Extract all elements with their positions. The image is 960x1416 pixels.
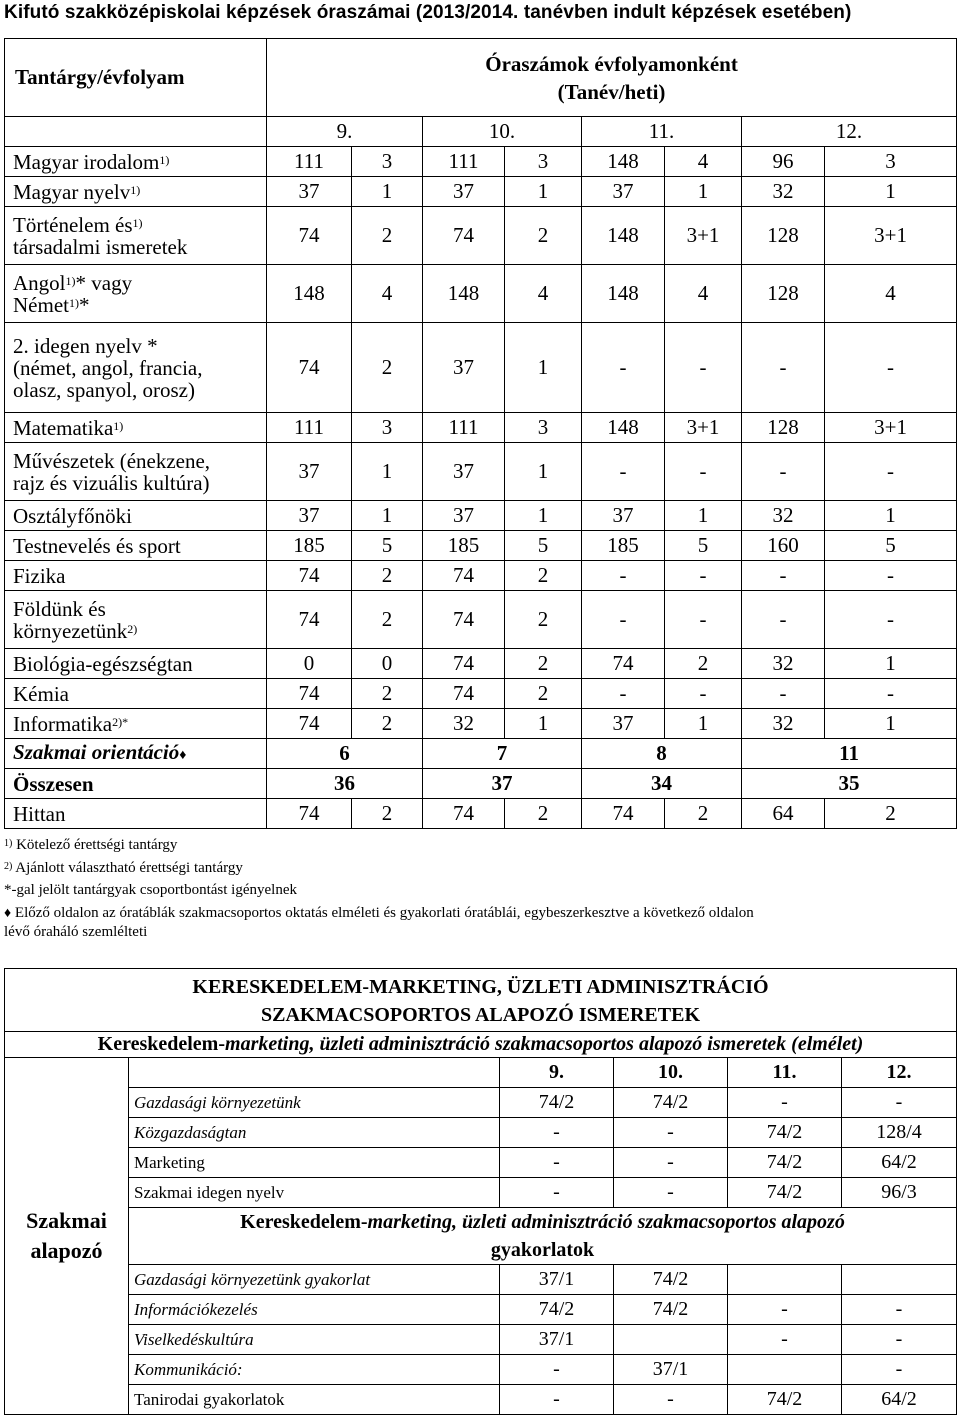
table-cell: 1: [505, 709, 582, 739]
subject-name: Informatika$^{2)*}$: [5, 709, 267, 739]
table-cell: 0: [352, 649, 423, 679]
subject-name: Kommunikáció:: [129, 1355, 500, 1385]
table-cell: 4: [665, 265, 742, 323]
table-cell: 1: [665, 709, 742, 739]
footnote-3: *-gal jelölt tantárgyak csoportbontást igényelnek: [4, 882, 297, 898]
table-row: [5, 1118, 957, 1148]
table-cell: 37: [423, 443, 505, 501]
table-cell: 64/2: [842, 1148, 957, 1178]
table-row: [5, 413, 957, 443]
table-cell: 11: [742, 739, 957, 769]
table-cell: -: [500, 1355, 614, 1385]
table-cell: 96/3: [842, 1178, 957, 1208]
table-cell: 2: [505, 591, 582, 649]
subject-name: Viselkedéskultúra: [129, 1325, 500, 1355]
side-label: Szakmai alapozó: [5, 1058, 129, 1415]
table-cell: 4: [505, 265, 582, 323]
table-cell: 6: [267, 739, 423, 769]
subject-name: Információkezelés: [129, 1295, 500, 1325]
grade-10: 10.: [423, 117, 582, 147]
table-cell: 37: [423, 177, 505, 207]
table-cell: -: [665, 679, 742, 709]
table-cell: [614, 1325, 728, 1355]
table-cell: -: [842, 1325, 957, 1355]
table-cell: 3: [352, 147, 423, 177]
hours-header: [267, 39, 957, 117]
table-cell: 1: [352, 443, 423, 501]
footnote-2: $^{2)}$ Ajánlott választható érettségi tantárgy: [4, 860, 243, 876]
table-cell: 74: [423, 679, 505, 709]
foundation-title-line1: KERESKEDELEM-MARKETING, ÜZLETI ADMINISZTRÁCIÓ: [192, 976, 769, 998]
table-cell: -: [742, 323, 825, 413]
grade-9: 9.: [267, 117, 423, 147]
table-cell: 148: [582, 207, 665, 265]
f-grade-11: 11.: [728, 1058, 842, 1088]
subject-name: Marketing: [129, 1148, 500, 1178]
table-cell: -: [614, 1178, 728, 1208]
table-row: [5, 531, 957, 561]
table-cell: 74/2: [728, 1148, 842, 1178]
table-cell: 148: [582, 147, 665, 177]
table-cell: 2: [352, 709, 423, 739]
table-row: [5, 1088, 957, 1118]
table-cell: -: [582, 443, 665, 501]
table-cell: 4: [825, 265, 957, 323]
table-cell: 2: [352, 679, 423, 709]
table-cell: -: [825, 591, 957, 649]
table-cell: 128: [742, 265, 825, 323]
table-cell: 7: [423, 739, 582, 769]
subject-name: Földünk és környezetünk$^{2)}$: [5, 591, 267, 649]
hours-header-main: Óraszámok évfolyamonként: [485, 51, 738, 76]
table-cell: 74: [582, 649, 665, 679]
table-row: [5, 147, 957, 177]
subject-name: Matematika$^{1)}$: [5, 413, 267, 443]
table-cell: 2: [505, 799, 582, 829]
table-cell: 148: [267, 265, 352, 323]
foundation-title: [5, 969, 957, 1032]
subject-name: Fizika: [5, 561, 267, 591]
f-grade-10: 10.: [614, 1058, 728, 1088]
table-cell: -: [582, 323, 665, 413]
table-cell: 1: [825, 649, 957, 679]
page-title: Kifutó szakközépiskolai képzések óraszámai (2013/2014. tanévben indult képzések esetében): [4, 2, 852, 23]
table-cell: 1: [825, 709, 957, 739]
total-row: Összesen 36 37 34 35: [5, 769, 957, 799]
diamond-icon: ♦: [4, 906, 12, 921]
table-cell: 2: [352, 207, 423, 265]
hours-table: [4, 38, 957, 829]
table-cell: 74/2: [614, 1295, 728, 1325]
table-cell: 4: [352, 265, 423, 323]
table-cell: 64: [742, 799, 825, 829]
table-cell: 37/1: [614, 1355, 728, 1385]
table-cell: 111: [267, 147, 352, 177]
table-cell: 2: [825, 799, 957, 829]
table-cell: 3: [352, 413, 423, 443]
table-cell: 74/2: [614, 1088, 728, 1118]
table-cell: 74: [582, 799, 665, 829]
table-cell: 5: [825, 531, 957, 561]
table-cell: -: [614, 1148, 728, 1178]
subject-name: Kémia: [5, 679, 267, 709]
table-cell: 74: [267, 207, 352, 265]
table-cell: 3+1: [665, 413, 742, 443]
table-cell: -: [825, 561, 957, 591]
subject-name: Magyar nyelv$^{1)}$: [5, 177, 267, 207]
subject-name: Testnevelés és sport: [5, 531, 267, 561]
table-cell: 148: [423, 265, 505, 323]
table-cell: 5: [665, 531, 742, 561]
table-row: [5, 265, 957, 323]
table-cell: -: [665, 323, 742, 413]
table-cell: -: [665, 443, 742, 501]
table-cell: 35: [742, 769, 957, 799]
table-cell: 3: [825, 147, 957, 177]
table-cell: 3+1: [825, 413, 957, 443]
table-cell: 37: [582, 709, 665, 739]
subject-name: Magyar irodalom$^{1)}$: [5, 147, 267, 177]
table-cell: 2: [505, 679, 582, 709]
table-cell: 32: [742, 709, 825, 739]
table-cell: 1: [665, 177, 742, 207]
table-cell: -: [742, 591, 825, 649]
table-row: [5, 1295, 957, 1325]
table-cell: 37: [423, 769, 582, 799]
table-cell: 74: [267, 679, 352, 709]
table-cell: 111: [423, 147, 505, 177]
table-cell: 37: [267, 443, 352, 501]
table-cell: 5: [352, 531, 423, 561]
subject-name: Közgazdaságtan: [129, 1118, 500, 1148]
hours-header-sub: (Tanév/heti): [557, 79, 666, 104]
grade-11: 11.: [582, 117, 742, 147]
table-cell: 185: [267, 531, 352, 561]
table-cell: 37: [582, 177, 665, 207]
table-cell: 74/2: [728, 1385, 842, 1415]
grade-12: 12.: [742, 117, 957, 147]
table-cell: -: [665, 591, 742, 649]
subject-name: 2. idegen nyelv * (német, angol, francia, olasz, spanyol, orosz): [5, 323, 267, 413]
table-cell: 37: [267, 501, 352, 531]
table-cell: 3+1: [825, 207, 957, 265]
subject-name: Történelem $és^{1)}$ társadalmi ismeretek: [5, 207, 267, 265]
table-cell: -: [742, 561, 825, 591]
table-cell: 34: [582, 769, 742, 799]
table-cell: 2: [665, 799, 742, 829]
table-row: [5, 1178, 957, 1208]
table-cell: 2: [665, 649, 742, 679]
table-cell: -: [842, 1295, 957, 1325]
table-cell: 74: [267, 799, 352, 829]
table-cell: 74/2: [728, 1178, 842, 1208]
orientation-row: Szakmai orientáció♦ 6 7 8 11: [5, 739, 957, 769]
table-cell: 37: [267, 177, 352, 207]
foundation-title-line2: SZAKMACSOPORTOS ALAPOZÓ ISMERETEK: [260, 1004, 700, 1026]
table-cell: 185: [423, 531, 505, 561]
table-cell: 36: [267, 769, 423, 799]
table-cell: 74: [423, 561, 505, 591]
subject-header: Tantárgy/évfolyam: [5, 39, 267, 117]
table-row: [5, 1265, 957, 1295]
table-cell: 2: [352, 799, 423, 829]
table-row: [5, 709, 957, 739]
table-cell: -: [842, 1088, 957, 1118]
footnote-4: ♦ Előző oldalon az óratáblák szakmacsoportos oktatás elméleti és gyakorlati óratáblái, egybeszerkesztve a következő oldalon lévő óraháló szemlélteti: [4, 905, 754, 940]
table-cell: -: [742, 443, 825, 501]
table-row: [5, 177, 957, 207]
table-cell: 160: [742, 531, 825, 561]
subject-name: Művészetek (énekzene, rajz és vizuális kultúra): [5, 443, 267, 501]
table-cell: 2: [505, 649, 582, 679]
table-cell: -: [500, 1148, 614, 1178]
table-cell: 3: [505, 147, 582, 177]
table-cell: 37/1: [500, 1265, 614, 1295]
table-cell: 74: [267, 561, 352, 591]
table-cell: 1: [505, 177, 582, 207]
table-cell: 74/2: [500, 1295, 614, 1325]
table-cell: 2: [505, 207, 582, 265]
table-cell: -: [582, 679, 665, 709]
table-cell: 185: [582, 531, 665, 561]
table-cell: 74: [267, 323, 352, 413]
table-cell: [728, 1265, 842, 1295]
table-cell: 1: [505, 323, 582, 413]
table-cell: -: [728, 1295, 842, 1325]
table-cell: -: [614, 1385, 728, 1415]
table-cell: 74: [423, 799, 505, 829]
table-row: [5, 323, 957, 413]
subject-name: Angol$^{1)}$* vagy Német$^{1)}$*: [5, 265, 267, 323]
table-row: [5, 1355, 957, 1385]
table-cell: 74/2: [614, 1265, 728, 1295]
table-row: [5, 591, 957, 649]
table-cell: 74/2: [728, 1118, 842, 1148]
table-cell: -: [825, 443, 957, 501]
practice-header-row: [5, 1208, 957, 1265]
theory-header: Kereskedelem-marketing, üzleti adminisztráció szakmacsoportos alapozó ismeretek (elmélet): [5, 1032, 957, 1058]
table-row: [5, 1385, 957, 1415]
table-cell: 0: [267, 649, 352, 679]
table-cell: -: [614, 1118, 728, 1148]
table-cell: -: [582, 591, 665, 649]
table-cell: 37: [423, 501, 505, 531]
table-cell: 74: [423, 207, 505, 265]
table-cell: 128/4: [842, 1118, 957, 1148]
table-cell: 96: [742, 147, 825, 177]
subject-name: Tanirodai gyakorlatok: [129, 1385, 500, 1415]
subject-name: Szakmai idegen nyelv: [129, 1178, 500, 1208]
table-cell: -: [728, 1088, 842, 1118]
table-cell: 2: [505, 561, 582, 591]
table-cell: -: [500, 1178, 614, 1208]
table-cell: 74: [267, 591, 352, 649]
table-cell: 1: [825, 177, 957, 207]
table-cell: 3: [505, 413, 582, 443]
table-cell: -: [500, 1385, 614, 1415]
table-row: [5, 501, 957, 531]
table-cell: -: [842, 1355, 957, 1385]
table-cell: 148: [582, 265, 665, 323]
table-cell: -: [665, 561, 742, 591]
table-cell: 111: [423, 413, 505, 443]
table-cell: 1: [505, 443, 582, 501]
table-row: [5, 799, 957, 829]
footnote-1: $^{1)}$ Kötelező érettségi tantárgy: [4, 837, 178, 853]
table-cell: -: [825, 679, 957, 709]
table-cell: 74: [423, 591, 505, 649]
table-cell: 8: [582, 739, 742, 769]
table-row: [5, 1325, 957, 1355]
table-cell: 37/1: [500, 1325, 614, 1355]
f-grade-12: 12.: [842, 1058, 957, 1088]
foundation-table: [4, 968, 957, 1415]
table-cell: -: [728, 1325, 842, 1355]
table-row: [5, 207, 957, 265]
table-cell: [728, 1355, 842, 1385]
table-cell: 4: [665, 147, 742, 177]
table-cell: 1: [665, 501, 742, 531]
table-cell: 37: [423, 323, 505, 413]
table-cell: 2: [352, 591, 423, 649]
table-cell: -: [825, 323, 957, 413]
table-cell: 37: [582, 501, 665, 531]
table-cell: 5: [505, 531, 582, 561]
table-cell: 32: [742, 501, 825, 531]
table-cell: -: [742, 679, 825, 709]
table-cell: 74/2: [500, 1088, 614, 1118]
table-cell: 3+1: [665, 207, 742, 265]
table-cell: 1: [505, 501, 582, 531]
table-cell: 2: [352, 561, 423, 591]
table-cell: -: [582, 561, 665, 591]
subject-name: Gazdasági környezetünk gyakorlat: [129, 1265, 500, 1295]
table-cell: 64/2: [842, 1385, 957, 1415]
table-cell: 74: [423, 649, 505, 679]
subject-name: Gazdasági környezetünk: [129, 1088, 500, 1118]
table-row: [5, 443, 957, 501]
diamond-icon: ♦: [179, 747, 187, 763]
table-cell: 111: [267, 413, 352, 443]
table-row: [5, 679, 957, 709]
grade-header-row: [5, 117, 957, 147]
table-cell: 1: [352, 177, 423, 207]
subject-name: Osztályfőnöki: [5, 501, 267, 531]
table-cell: 1: [825, 501, 957, 531]
table-cell: 32: [742, 177, 825, 207]
table-cell: 2: [352, 323, 423, 413]
table-row: [5, 561, 957, 591]
subject-name: Hittan: [5, 799, 267, 829]
practice-header: Kereskedelem-marketing, üzleti adminisztráció szakmacsoportos alapozó gyakorlatok: [129, 1208, 957, 1265]
table-cell: 1: [352, 501, 423, 531]
table-cell: 74: [267, 709, 352, 739]
table-cell: -: [500, 1118, 614, 1148]
foundation-grade-row: [5, 1058, 957, 1088]
f-grade-9: 9.: [500, 1058, 614, 1088]
table-cell: 32: [423, 709, 505, 739]
table-cell: 148: [582, 413, 665, 443]
table-cell: 32: [742, 649, 825, 679]
table-row: [5, 1148, 957, 1178]
table-cell: 128: [742, 207, 825, 265]
table-cell: [842, 1265, 957, 1295]
table-cell: 128: [742, 413, 825, 443]
table-row: [5, 649, 957, 679]
subject-name: Biológia-egészségtan: [5, 649, 267, 679]
